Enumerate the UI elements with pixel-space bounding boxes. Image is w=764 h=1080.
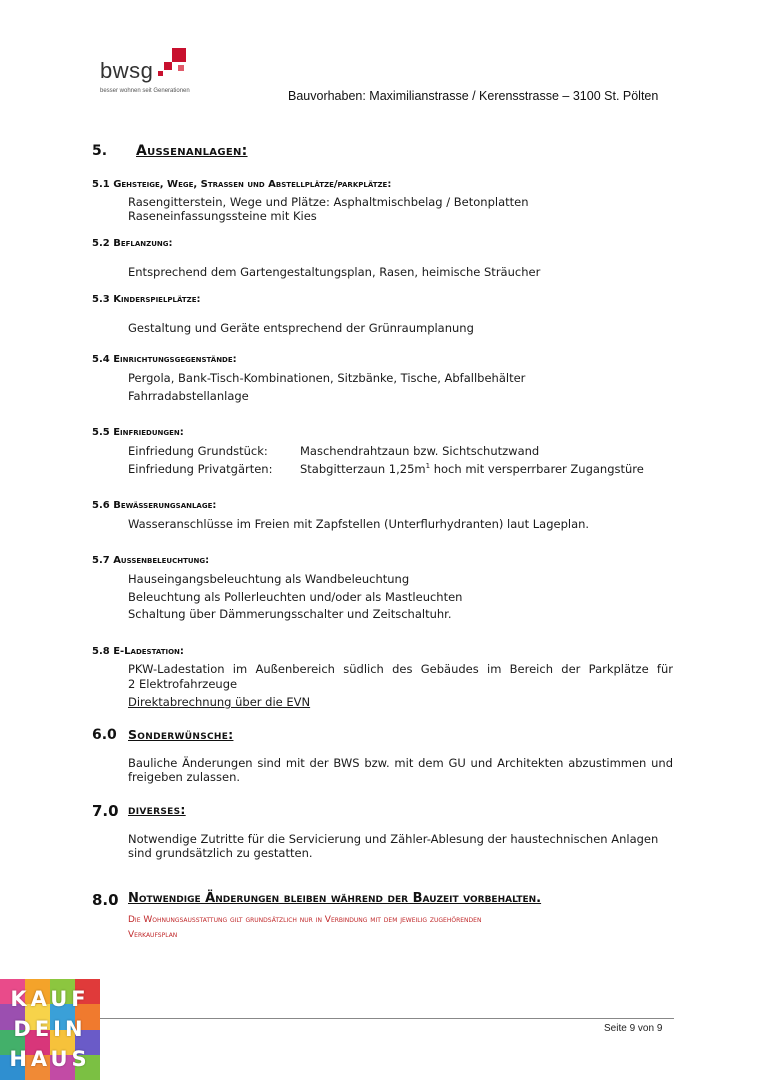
section-7-title: diverses: [128, 802, 186, 817]
fence-plot-label: Einfriedung Grundstück: [128, 444, 268, 458]
direct-billing-link[interactable]: Direktabrechnung über die EVN [128, 695, 311, 709]
section-7-para-line-1: Notwendige Zutritte für die Servicierung und Zähler-Ablesung der haustechnischen Anlagen [128, 832, 659, 846]
footer-divider [100, 1018, 674, 1019]
fence-garden-value-pre: Stabgitterzaun 1,25m [300, 462, 426, 476]
section-6-number: 6.0 [92, 727, 117, 743]
section-5-1-title: 5.1 Gehsteige, Wege, Strassen und Abstellplätze/parkplätze: [92, 179, 392, 190]
section-7-para-line-2: sind grundsätzlich zu gestatten. [128, 846, 313, 860]
section-5-8-para-line-1: PKW-Ladestation im Außenbereich südlich des Gebäudes im Bereich der Parkplätze für [128, 662, 673, 676]
fence-garden-value [300, 462, 644, 476]
section-8-note-line-2: Verkaufsplan [128, 930, 178, 940]
section-5-title: Aussenanlagen: [136, 143, 248, 159]
section-5-4-line-2: Fahrradabstellanlage [128, 389, 249, 403]
section-5-8-para-line-2: 2 Elektrofahrzeuge [128, 677, 238, 691]
logo-subtitle: besser wohnen seit Generationen [100, 88, 190, 94]
section-5-8-title: 5.8 E-Ladestation: [92, 646, 184, 657]
fence-garden-value-sup: 1 [425, 462, 431, 471]
fence-garden-value-post: hoch mit versperrbarer Zugangstüre [430, 462, 644, 476]
section-5-2-title: 5.2 Beflanzung: [92, 238, 173, 249]
section-5-7-title: 5.7 Außenbeleuchtung: [92, 555, 210, 566]
page-number: Seite 9 von 9 [604, 1023, 663, 1034]
kauf-dein-haus-wordmark [0, 984, 100, 1074]
section-5-2-line-1: Entsprechend dem Gartengestaltungsplan, Rasen, heimische Sträucher [128, 265, 541, 279]
section-7-number: 7.0 [92, 802, 119, 820]
section-8-number: 8.0 [92, 891, 119, 909]
section-8-title: Notwendige Änderungen bleiben während der Bauzeit vorbehalten. [128, 891, 542, 906]
section-5-number: 5. [92, 143, 108, 159]
section-5-7-line-3: Schaltung über Dämmerungsschalter und Zeitschaltuhr. [128, 607, 452, 621]
section-5-4-title: 5.4 Einrichtungsgegenstände: [92, 354, 237, 365]
fence-plot-value: Maschendrahtzaun bzw. Sichtschutzwand [300, 444, 540, 458]
badge-line-2: DEIN [13, 1017, 87, 1041]
section-6-para-line-1: Bauliche Änderungen sind mit der BWS bzw. mit dem GU und Architekten abzustimmen und [128, 756, 673, 770]
project-title: Bauvorhaben: Maximilianstrasse / Kerensstrasse – 3100 St. Pölten [288, 89, 659, 103]
section-5-3-line-1: Gestaltung und Geräte entsprechend der Grünraumplanung [128, 321, 474, 335]
section-5-7-line-1: Hauseingangsbeleuchtung als Wandbeleuchtung [128, 572, 410, 586]
section-5-7-line-2: Beleuchtung als Pollerleuchten und/oder als Mastleuchten [128, 590, 463, 604]
section-5-5-title: 5.5 Einfriedungen: [92, 427, 184, 438]
section-5-1-line-2: Raseneinfassungssteine mit Kies [128, 209, 317, 223]
section-5-3-title: 5.3 Kinderspielplätze: [92, 294, 201, 305]
section-6-title: Sonderwünsche: [128, 727, 234, 742]
section-5-6-title: 5.6 Bewässerungsanlage: [92, 500, 217, 511]
fence-garden-label: Einfriedung Privatgärten: [128, 462, 273, 476]
section-8-note-line-1: Die Wohnungsausstattung gilt grundsätzlich nur in Verbindung mit dem jeweilig zugehörenden [128, 915, 482, 925]
section-5-1-line-1: Rasengitterstein, Wege und Plätze: Asphaltmischbelag / Betonplatten [128, 195, 529, 209]
logo-squares-icon [150, 48, 192, 78]
badge-line-1: KAUF [10, 987, 90, 1011]
logo-wordmark: bwsg [100, 58, 154, 83]
section-5-4-line-1: Pergola, Bank-Tisch-Kombinationen, Sitzbänke, Tische, Abfallbehälter [128, 371, 526, 385]
section-5-6-line-1: Wasseranschlüsse im Freien mit Zapfstellen (Unterflurhydranten) laut Lageplan. [128, 517, 590, 531]
badge-line-3: HAUS [9, 1047, 91, 1071]
section-6-para-line-2: freigeben zulassen. [128, 770, 241, 784]
